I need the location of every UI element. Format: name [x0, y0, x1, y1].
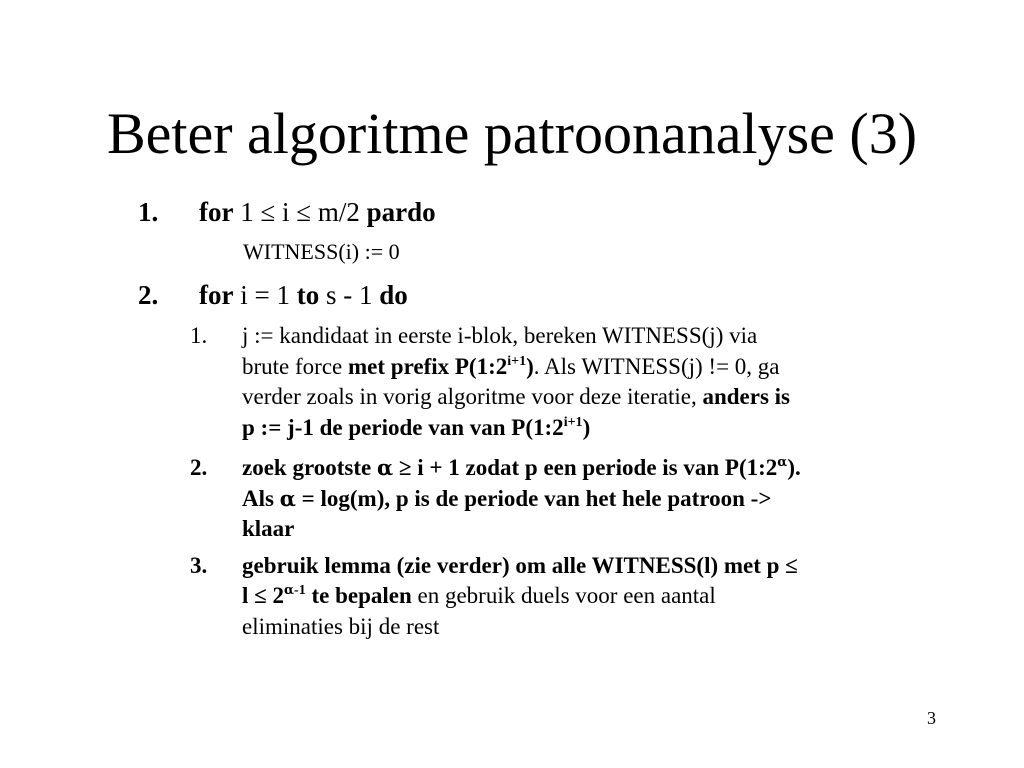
text-run: )	[582, 415, 591, 440]
substep-2-line-1	[242, 452, 801, 483]
text-run: zoek grootste	[242, 455, 377, 480]
alpha-symbol: α	[376, 455, 394, 480]
substep-3-line-2	[242, 580, 716, 611]
text-run: met prefix P(1:2	[348, 354, 508, 379]
text-run: ≥ i + 1 zodat p een periode is van P(1:2	[393, 455, 778, 480]
substep-1-line-4	[242, 412, 590, 443]
text-run: Als	[242, 486, 280, 511]
substep-3-line-1: gebruik lemma (zie verder) om alle WITNESS(l) met p ≤	[242, 553, 798, 578]
text-run-bold: anders is	[702, 384, 790, 409]
slide-title: Beter algoritme patroonanalyse (3)	[106, 101, 918, 166]
substep-2-number: 2.	[190, 455, 208, 480]
keyword-pardo: pardo	[366, 197, 436, 227]
text-run: te bepalen	[305, 583, 412, 608]
substep-3-number: 3.	[190, 553, 208, 578]
keyword-for: for	[199, 280, 234, 310]
step-2-number: 2.	[138, 280, 159, 310]
substep-1-line-3	[242, 381, 790, 412]
alpha-superscript: α	[777, 455, 788, 470]
superscript: i+1	[507, 354, 527, 369]
alpha-symbol: α	[284, 583, 295, 598]
step-1-body: WITNESS(i) := 0	[243, 239, 400, 264]
page-number: 3	[927, 708, 936, 728]
substep-2-line-3: klaar	[242, 516, 295, 541]
text-run: )	[526, 354, 534, 379]
text-run: -1	[294, 583, 306, 598]
superscript	[284, 583, 306, 598]
keyword-for: for	[199, 197, 234, 227]
keyword-do: do	[379, 280, 408, 310]
substep-3-line-3: eliminaties bij de rest	[242, 614, 440, 639]
substep-1-number: 1.	[190, 323, 208, 348]
superscript: i+1	[563, 415, 583, 430]
step-1-number: 1.	[138, 197, 159, 227]
substep-1-line-2	[242, 351, 780, 382]
text-run: = log(m), p is de periode van het hele patroon ->	[295, 486, 772, 511]
alpha-symbol: α	[279, 486, 296, 511]
text-run: brute force	[242, 354, 348, 379]
loop-limit: s - 1	[319, 280, 380, 310]
text-run: l ≤ 2	[242, 583, 285, 608]
step-1-heading	[199, 196, 436, 228]
text-run: en gebruik duels voor een aantal	[411, 583, 716, 608]
text-run: verder zoals in vorig algoritme voor deze iteratie,	[242, 384, 703, 409]
text-run: ).	[787, 455, 801, 480]
text-run: p := j-1 de periode van van P(1:2	[242, 415, 564, 440]
step-2-heading	[199, 279, 408, 311]
prefix-bold	[348, 354, 534, 379]
keyword-to: to	[296, 280, 320, 310]
loop-var: i = 1	[233, 280, 297, 310]
text-run: . Als WITNESS(j) != 0, ga	[533, 354, 780, 379]
period-bold	[242, 415, 590, 440]
loop-range: 1 ≤ i ≤ m/2	[233, 197, 367, 227]
substep-2-line-2	[242, 483, 771, 514]
substep-1-line-1: j := kandidaat in eerste i-blok, bereken WITNESS(j) via	[242, 323, 758, 348]
range-bold	[242, 583, 412, 608]
